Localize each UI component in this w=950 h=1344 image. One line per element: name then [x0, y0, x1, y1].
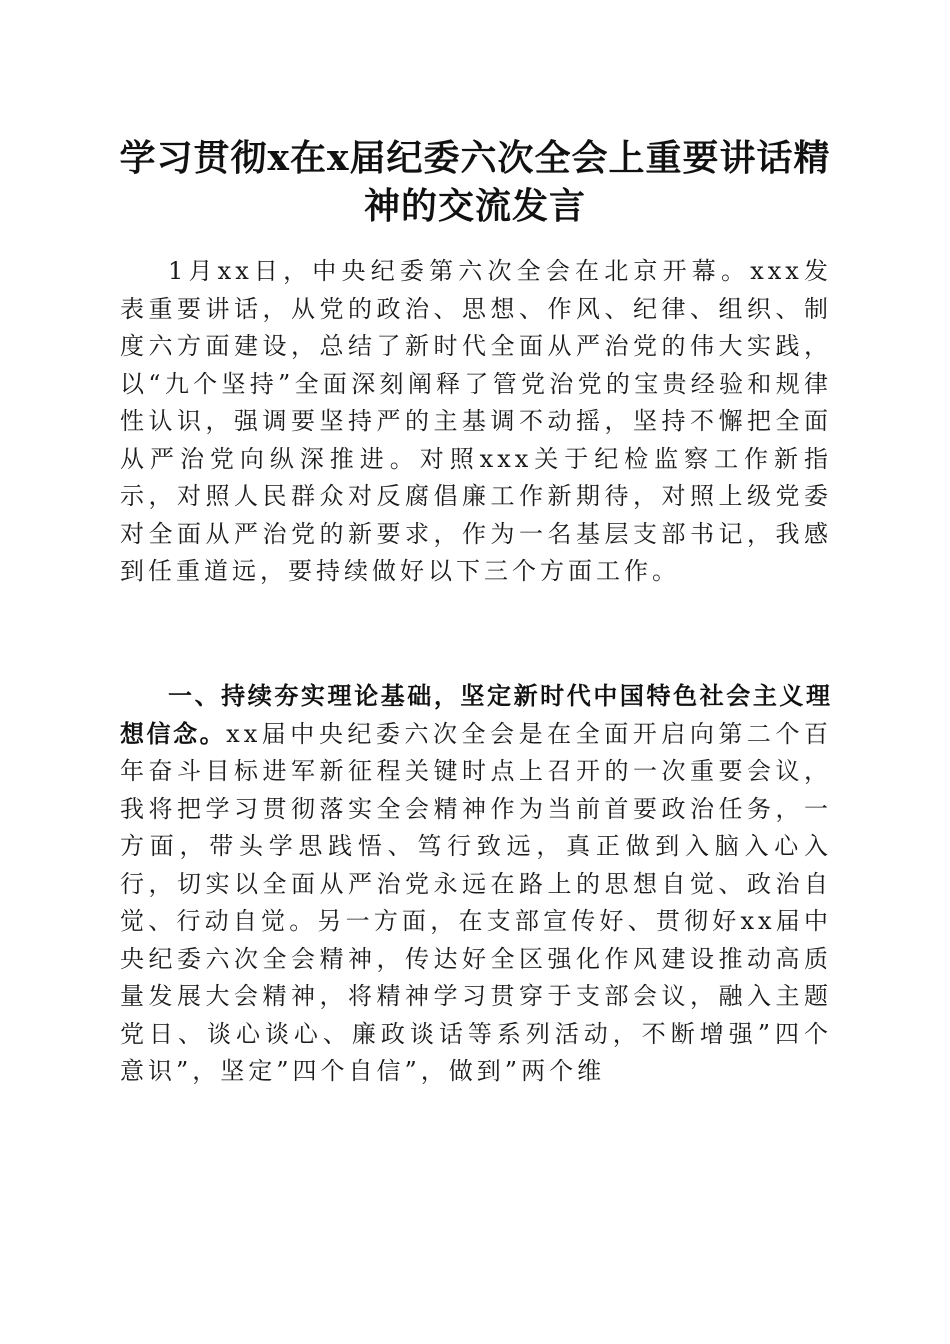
section-one-heading: 一、持续夯实理论基础，坚定新时代中国特色社会主义理想信念。 [120, 682, 832, 748]
section-one-body-text: xx届中央纪委六次全会是在全面开启向第二个百年奋斗目标进军新征程关键时点上召开的一次重要会议，我将把学习贯彻落实全会精神作为当前首要政治任务，一方面，带头学思践悟、笃行致远，真正做到入脑入心入行，切实以全面从严治党永远在路上的思想自觉、政治自觉、行动自觉。另一方面，在支部宣传好、贯彻好xx届中央纪委六次全会精神，传达好全区强化作风建设推动高质量发展大会精神，将精神学习贯穿于支部会议，融入主题党日、谈心谈心、廉政谈话等系列活动，不断增强”四个意识”，坚定”四个自信”，做到”两个维 [120, 719, 832, 1085]
document-title: 学习贯彻x在x届纪委六次全会上重要讲话精神的交流发言 [119, 137, 831, 227]
intro-paragraph [120, 253, 832, 591]
intro-paragraph-text: 1月xx日，中央纪委第六次全会在北京开幕。xxx发表重要讲话，从党的政治、思想、作风、纪律、组织、制度六方面建设，总结了新时代全面从严治党的伟大实践，以“九个坚持”全面深刻阐释了管党治党的宝贵经验和规律性认识，强调要坚持严的主基调不动摇，坚持不懈把全面从严治党向纵深推进。对照xxx关于纪检监察工作新指示，对照人民群众对反腐倡廉工作新期待，对照上级党委对全面从严治党的新要求，作为一名基层支部书记，我感到任重道远，要持续做好以下三个方面工作。 [120, 257, 832, 585]
section-one-paragraph [120, 678, 832, 1091]
